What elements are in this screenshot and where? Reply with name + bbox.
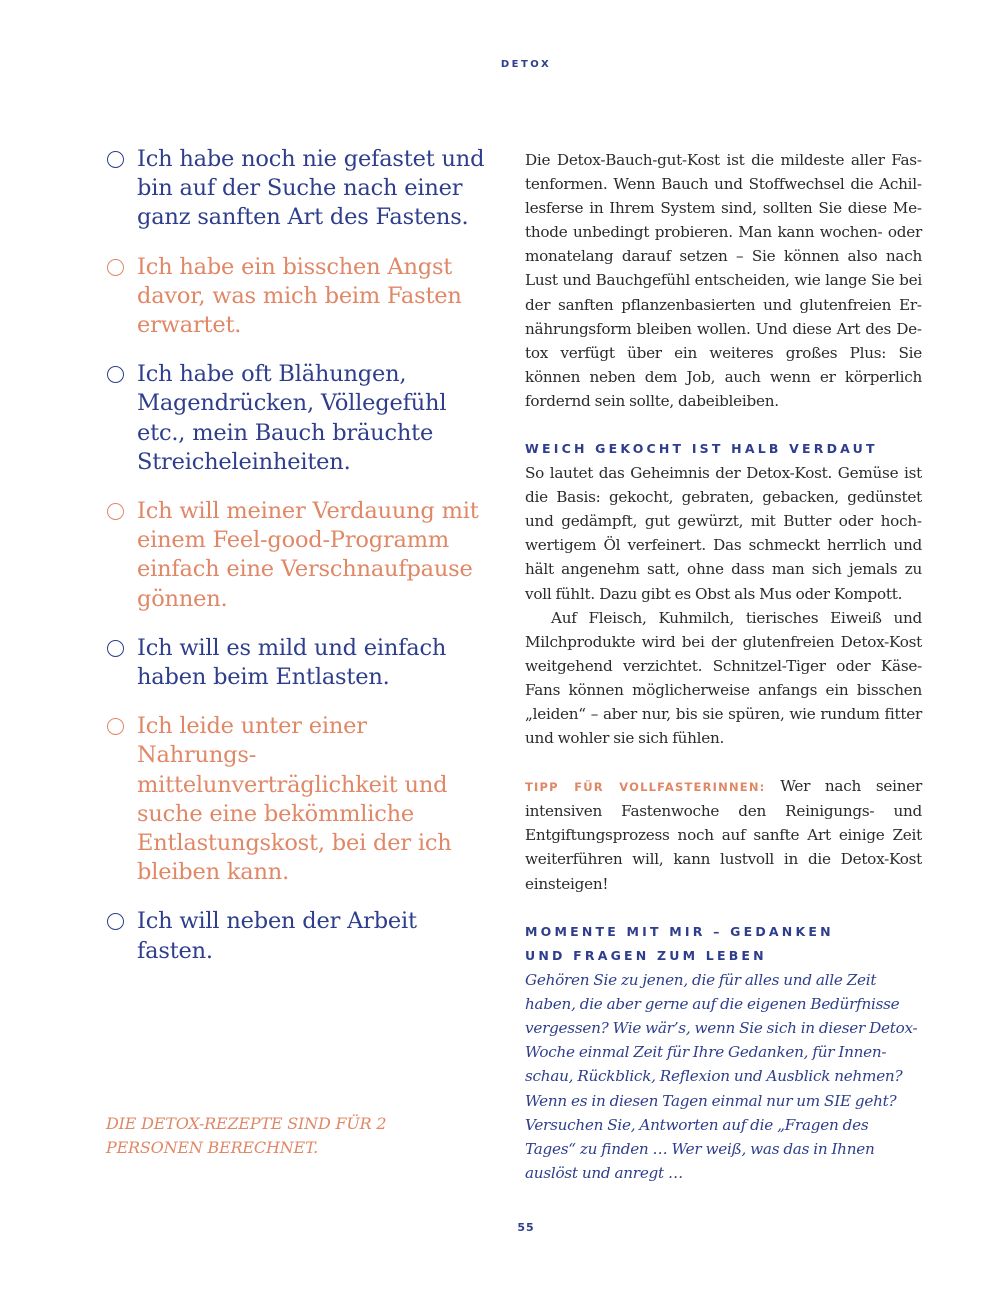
section-heading-momente [525,920,922,968]
checkbox-circle-icon[interactable] [107,151,124,168]
checklist-item[interactable] [106,497,491,614]
checkbox-circle-icon[interactable] [107,640,124,657]
checklist-item-text: Ich leide unter einer Nahrungsmittelunverträglichkeit und suche eine bekömmliche Entlastungskost, bei der ich bleiben kann. [137,713,452,886]
checklist-item[interactable] [106,634,491,692]
checklist-item-text: Ich will meiner Verdauung mit einem Feel-good-Programm einfach eine Verschnaufpause gönnen. [137,498,479,612]
checkbox-circle-icon[interactable] [107,913,124,930]
checklist-item-text: Ich will es mild und einfach haben beim Entlasten. [137,634,447,691]
section-heading-line-2: UND FRAGEN ZUM LEBEN [525,947,767,963]
section1-paragraph-2: Auf Fleisch, Kuhmilch, tierisches Eiweiß und Milchprodukte wird bei der glutenfreien Detox-Kost weitgehend verzichtet. Schnitzel-Tiger oder Käse-Fans können möglicherweise anfangs ein bisschen „leiden“ – aber nur, bis sie spüren, wie rundum fitter und wohler sie sich fühlen. [525,608,922,748]
intro-paragraph: Die Detox-Bauch-gut-Kost ist die mildeste aller Fastenformen. Wenn Bauch und Stoffwechsel die Achillesferse in Ihrem System sind, sollten Sie diese Methode unbedingt probieren. Man kann wochen- oder monatelang darauf setzen – Sie können also nach Lust und Bauchgefühl entscheiden, wie lange Sie bei der sanften pflanzenbasierten und glutenfreien Ernährungsform bleiben wollen. Und diese Art des Detox verfügt über ein weiteres großes Plus: Sie können neben dem Job, auch wenn er körperlich fordernd sein sollte, dabeibleiben. [525,151,922,410]
checklist-item[interactable] [106,712,491,887]
tip-label: TIPP FÜR VOLLFASTERINNEN: [525,780,766,795]
section-heading-weich-gekocht: WEICH GEKOCHT IST HALB VERDAUT [525,441,878,457]
checkbox-circle-icon[interactable] [107,718,124,735]
section2-italic-paragraph: Gehören Sie zu jenen, die für alles und alle Zeit haben, die aber gerne auf die eigenen Bedürfnisse vergessen? Wie wär’s, wenn Sie sich in dieser Detox-Woche einmal Zeit für Ihre Gedanken, für Innenschau, Rückblick, Reflexion und Ausblick nehmen? Wenn es in diesen Tagen einmal nur um SIE geht? Versuchen Sie, Antworten auf die „Fragen des Tages“ zu finden … Wer weiß, was das in Ihnen auslöst und anregt … [525,970,918,1183]
checklist-item-text: Ich habe ein bisschen Angst davor, was mich beim Fasten erwartet. [137,253,462,339]
recipe-note: DIE DETOX-REZEPTE SIND FÜR 2 PERSONEN BERECHNET. [106,1114,387,1157]
checkbox-circle-icon[interactable] [107,366,124,383]
checklist-item[interactable] [106,360,491,477]
checklist-item-text: Ich habe noch nie gefastet und bin auf der Suche nach einer ganz sanften Art des Fastens. [137,146,485,231]
checklist-item[interactable] [106,253,491,341]
checkbox-circle-icon[interactable] [107,503,124,520]
section-heading-line-1: MOMENTE MIT MIR – GEDANKEN [525,923,834,939]
checkbox-circle-icon[interactable] [107,259,124,276]
tip-paragraph [525,774,922,895]
checklist-item[interactable] [106,145,491,233]
checklist [106,145,491,986]
checklist-item-text: Ich will neben der Arbeit fasten. [137,908,417,964]
tip-text: Wer nach seiner intensiven Fastenwoche den Reinigungs- und Entgiftungsprozess noch auf sanfte Art einige Zeit weiterführen will, kann lustvoll in die Detox-Kost einsteigen! [525,777,922,893]
section1-paragraph-1: So lautet das Geheimnis der Detox-Kost. Gemüse ist die Basis: gekocht, gebraten, gebacken, gedünstet und gedämpft, gut gewürzt, mit Butter oder hochwertigem Öl verfeinert. Das schmeckt herrlich und hält angenehm satt, ohne dass man sich jemals zu voll fühlt. Dazu gibt es Obst als Mus oder Kompott. [525,464,922,603]
page-number: 55 [517,1221,535,1234]
checklist-item[interactable] [106,907,491,965]
checklist-item-text: Ich habe oft Blähungen, Magendrücken, Völlegefühl etc., mein Bauch bräuchte Streicheleinheiten. [137,361,447,475]
running-head: DETOX [500,59,552,70]
right-column [525,148,922,1185]
